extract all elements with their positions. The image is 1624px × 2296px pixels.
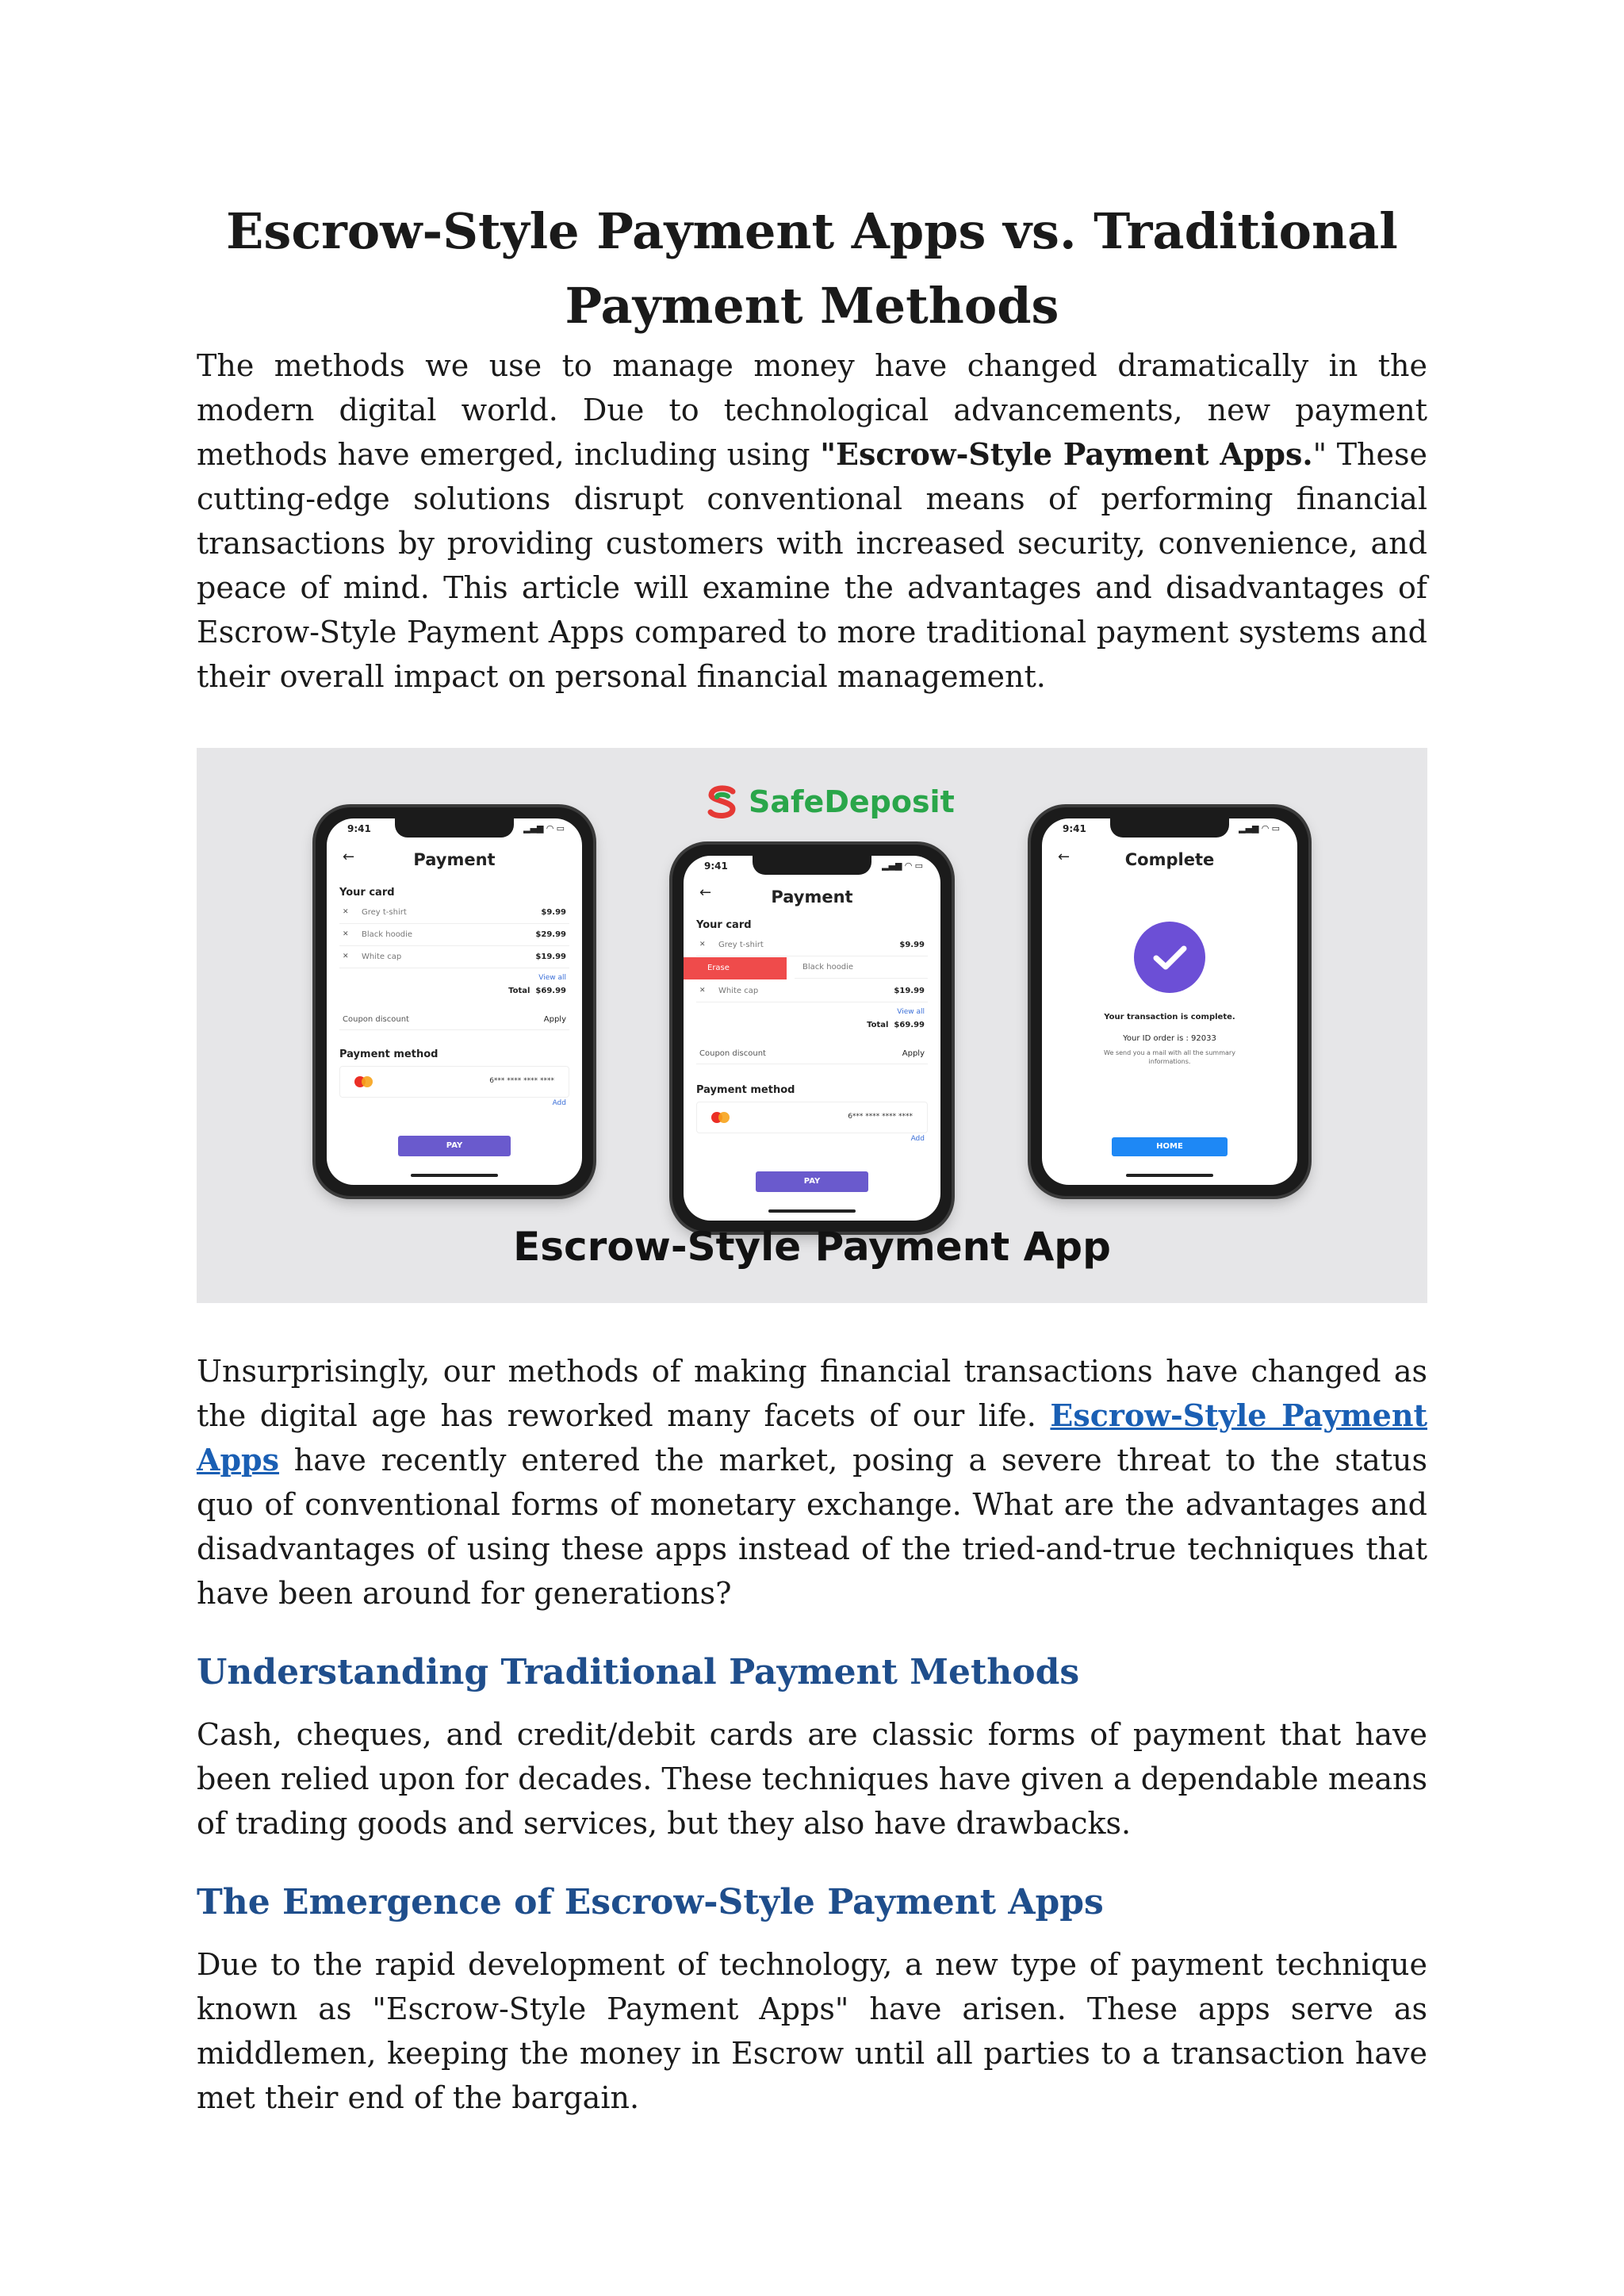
coupon-row <box>696 1045 928 1064</box>
cart-row <box>795 957 928 979</box>
item-price: $19.99 <box>535 953 566 961</box>
phone-screen <box>327 818 582 1185</box>
add-link: Add <box>910 1135 925 1143</box>
remove-icon: ✕ <box>343 953 349 960</box>
card-number: 6*** **** **** **** <box>848 1113 913 1121</box>
safedeposit-logo <box>704 778 955 826</box>
item-name: Black hoodie <box>802 963 854 972</box>
item-price: $9.99 <box>541 908 566 917</box>
your-card-label: Your card <box>339 887 395 899</box>
paragraph-two <box>197 1349 1427 1616</box>
item-name: Grey t-shirt <box>718 941 764 949</box>
pay-button: PAY <box>756 1171 868 1192</box>
screen-title: Payment <box>413 850 496 869</box>
brand-name: SafeDeposit <box>749 784 955 819</box>
payment-method-label: Payment method <box>696 1084 795 1096</box>
para2-text-start: Unsurprisingly, our methods of making financial transactions have changed as the digital age has reworked many facets of our life. <box>197 1354 1427 1433</box>
your-card-label: Your card <box>696 919 752 931</box>
remove-icon: ✕ <box>343 908 349 916</box>
pay-button: PAY <box>398 1136 511 1156</box>
phone-screen <box>1042 818 1297 1185</box>
intro-text-end: " These cutting-edge solutions disrupt conventional means of performing financial transactions by providing customers with increased security, convenience, and peace of mind. This article will examine the advantages and disadvantages of Escrow-Style Payment Apps compared to more traditional payment systems and their overall impact on personal financial management. <box>197 437 1427 694</box>
phone-complete-right <box>1031 807 1308 1196</box>
coupon-label: Coupon discount <box>699 1049 766 1058</box>
transaction-complete-text: Your transaction is complete. <box>1104 1013 1235 1022</box>
coupon-label: Coupon discount <box>343 1015 409 1024</box>
phone-payment-left <box>316 807 593 1196</box>
screen-title: Complete <box>1124 850 1215 869</box>
escrow-apps-link[interactable]: Escrow-Style Payment Apps <box>197 1397 1427 1478</box>
page-title: Escrow-Style Payment Apps vs. Traditional Payment Methods <box>226 202 1398 335</box>
email-note-text: We send you a mail with all the summary informations. <box>1104 1049 1235 1065</box>
status-icons: ▂▄▆ ◠ ▭ <box>523 823 565 834</box>
cart-row <box>339 947 569 968</box>
intro-paragraph <box>197 343 1427 699</box>
phone-payment-middle <box>672 845 952 1232</box>
total-label: Total <box>867 1021 889 1029</box>
back-arrow-icon: ← <box>1058 849 1071 865</box>
checkmark-icon <box>1134 922 1205 993</box>
item-name: White cap <box>362 953 402 961</box>
total-line <box>867 1021 925 1029</box>
phone-notch <box>753 856 871 875</box>
section-heading-traditional: Understanding Traditional Payment Methods <box>197 1652 1080 1692</box>
status-time: 9:41 <box>704 861 728 872</box>
status-icons: ▂▄▆ ◠ ▭ <box>882 861 923 871</box>
home-indicator <box>1126 1174 1213 1177</box>
home-indicator <box>411 1174 498 1177</box>
phone-screen <box>684 856 940 1221</box>
view-all-link: View all <box>897 1008 925 1016</box>
status-icons: ▂▄▆ ◠ ▭ <box>1239 823 1280 834</box>
item-price: $9.99 <box>899 941 925 949</box>
item-name: White cap <box>718 987 759 995</box>
section-body-traditional: Cash, cheques, and credit/debit cards are classic forms of payment that have been relied upon for decades. These techniques have given a dependable means of trading goods and services, but they also have drawbacks. <box>197 1717 1427 1841</box>
home-indicator <box>768 1209 856 1213</box>
total-value: $69.99 <box>535 987 566 995</box>
home-button: HOME <box>1112 1137 1228 1156</box>
card-number: 6*** **** **** **** <box>489 1077 554 1085</box>
view-all-link: View all <box>538 974 566 982</box>
article-content <box>197 194 1427 2120</box>
success-check-icon <box>1134 922 1205 993</box>
screen-title: Payment <box>771 887 853 907</box>
cart-row <box>696 935 928 956</box>
remove-icon: ✕ <box>699 941 706 949</box>
coupon-row <box>339 1010 569 1030</box>
cart-row <box>696 981 928 1002</box>
section-heading-emergence: The Emergence of Escrow-Style Payment Apps <box>197 1882 1104 1922</box>
erase-swipe-action: Erase <box>684 957 787 979</box>
add-link: Add <box>552 1099 566 1107</box>
intro-text-start: The methods we use to manage money have changed dramatically in the modern digital world. Due to technological advancements, new payment methods have emerged, including using <box>197 348 1427 472</box>
section-body-emergence: Due to the rapid development of technology, a new type of payment technique known as "Escrow-Style Payment Apps" have arisen. These apps serve as middlemen, keeping the money in Escrow until all parties to a transaction have met their end of the bargain. <box>197 1947 1427 2115</box>
back-arrow-icon: ← <box>699 884 712 901</box>
coupon-apply: Apply <box>543 1015 566 1024</box>
item-name: Grey t-shirt <box>362 908 407 917</box>
hero-caption: Escrow-Style Payment App <box>513 1224 1111 1270</box>
item-price: $29.99 <box>535 930 566 939</box>
intro-bold-phrase: "Escrow-Style Payment Apps. <box>820 436 1313 472</box>
phone-notch <box>395 818 514 838</box>
phone-notch <box>1110 818 1229 838</box>
hero-image <box>197 748 1427 1303</box>
safedeposit-logo-icon <box>704 784 741 820</box>
cart-row <box>339 903 569 924</box>
card-box <box>696 1102 928 1133</box>
mastercard-icon <box>354 1076 381 1087</box>
item-name: Black hoodie <box>362 930 413 939</box>
para2-text-end: have recently entered the market, posing a severe threat to the status quo of conventional forms of monetary exchange. What are the advantages and disadvantages of using these apps instead of the tried-and-true techniques that have been around for generations? <box>197 1443 1427 1611</box>
total-label: Total <box>508 987 530 995</box>
order-id-text: Your ID order is : 92033 <box>1123 1034 1216 1043</box>
remove-icon: ✕ <box>343 930 349 938</box>
back-arrow-icon: ← <box>343 849 355 865</box>
item-price: $19.99 <box>894 987 925 995</box>
remove-icon: ✕ <box>699 987 706 995</box>
total-line <box>508 987 566 995</box>
mastercard-icon <box>711 1112 738 1123</box>
status-time: 9:41 <box>347 823 371 834</box>
coupon-apply: Apply <box>902 1049 925 1058</box>
status-time: 9:41 <box>1063 823 1086 834</box>
payment-method-label: Payment method <box>339 1048 439 1060</box>
total-value: $69.99 <box>894 1021 925 1029</box>
card-box <box>339 1066 569 1098</box>
cart-row <box>339 925 569 946</box>
